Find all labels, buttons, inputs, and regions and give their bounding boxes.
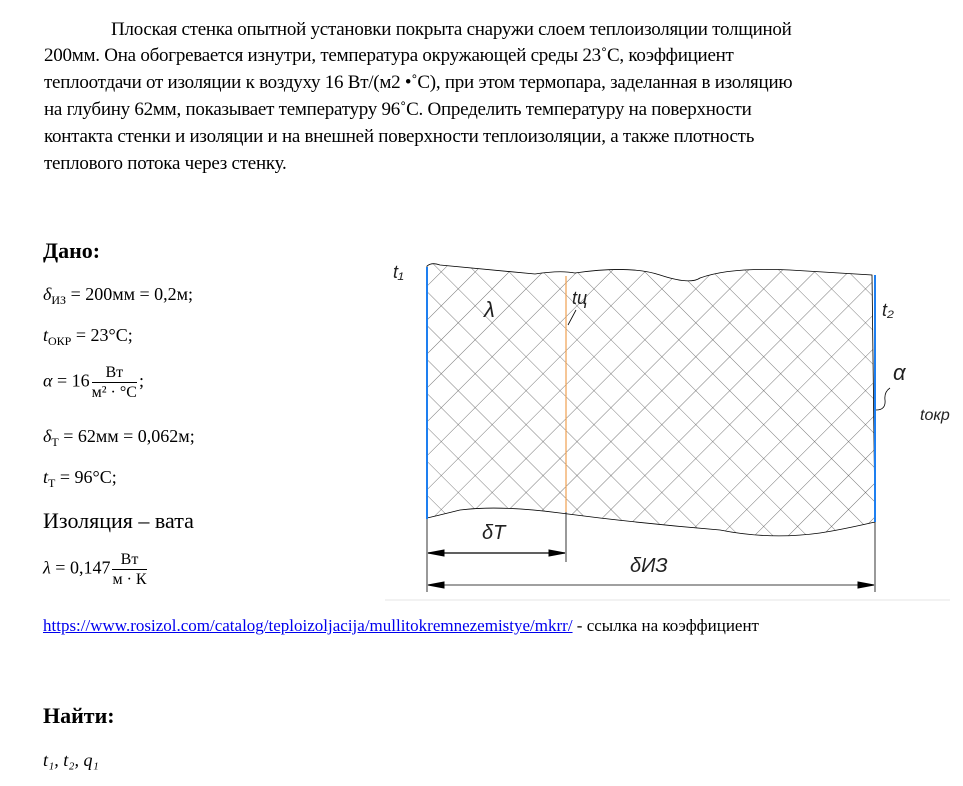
value: = 96°C; <box>55 467 117 487</box>
value: = 200мм = 0,2м; <box>66 284 194 304</box>
label-tc: tц <box>572 288 588 308</box>
find-heading: Найти: <box>43 703 115 728</box>
value: = 0,147 <box>50 557 111 578</box>
subscript: Т <box>51 435 59 449</box>
denominator: м² · °C <box>91 384 137 401</box>
given-material: Изоляция – вата <box>43 508 194 533</box>
symbol: δ <box>43 284 52 304</box>
dimension-delta-t <box>428 550 565 556</box>
symbol: δ <box>43 426 52 446</box>
dimension-delta-iz <box>428 582 874 588</box>
alpha-leader <box>876 388 890 410</box>
reference-link[interactable]: https://www.rosizol.com/catalog/teploizoljacija/mullitokremnezemistye/mkrr/ <box>43 616 573 635</box>
problem-line: теплоотдачи от изоляции к воздуху 16 Вт/(м2 •˚С), при этом термопара, заделанная в изоляцию <box>44 72 793 93</box>
reference-note: - ссылка на коэффициент <box>572 616 759 635</box>
numerator: Вт <box>112 550 146 570</box>
label-delta-iz: δИЗ <box>630 555 668 577</box>
value: = 62мм = 0,062м; <box>58 426 195 446</box>
problem-line: на глубину 62мм, показывает температуру 96˚С. Определить температуру на поверхности <box>44 99 752 120</box>
semicolon: ; <box>138 370 144 391</box>
label-t1: t₁ <box>393 262 404 282</box>
given-heading: Дано: <box>43 238 101 263</box>
symbol: t <box>43 325 49 345</box>
value: = 16 <box>52 370 90 391</box>
subscript: Т <box>48 476 56 490</box>
problem-line: теплового потока через стенку. <box>44 153 287 174</box>
numerator: Вт <box>92 363 137 383</box>
label-t-okr: tокр <box>920 407 950 424</box>
denominator: м · К <box>112 571 147 588</box>
problem-line: Плоская стенка опытной установки покрыта снаружи слоем теплоизоляции толщиной <box>111 19 792 40</box>
subscript: ИЗ <box>51 293 67 307</box>
reference-line <box>43 616 759 636</box>
label-alpha: α <box>893 360 906 385</box>
problem-line: 200мм. Она обогревается изнутри, температура окружающей среды 23˚С, коэффициент <box>44 45 734 66</box>
label-lambda: λ <box>484 297 495 322</box>
symbol: t <box>43 467 49 487</box>
problem-line: контакта стенки и изоляции и на внешней поверхности теплоизоляции, а также плотность <box>44 126 755 147</box>
symbol: λ <box>43 557 51 578</box>
symbol: α <box>43 370 53 391</box>
find-items: t₁, t₂, q₁ <box>43 750 99 770</box>
subscript: ОКР <box>48 334 72 348</box>
label-delta-t: δТ <box>482 522 506 544</box>
value: = 23°C; <box>71 325 133 345</box>
label-t2: t₂ <box>882 300 894 320</box>
